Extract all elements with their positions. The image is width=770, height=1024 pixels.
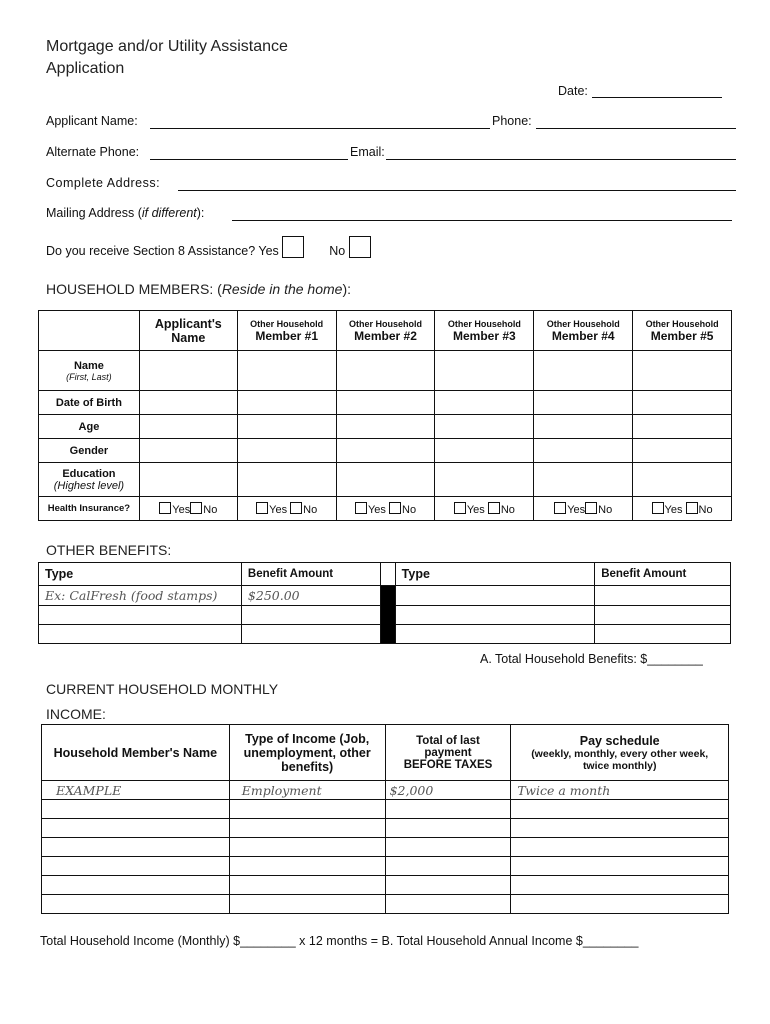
income-table xyxy=(41,724,729,914)
income-cell[interactable] xyxy=(511,895,729,914)
name-cell[interactable] xyxy=(633,351,732,391)
gender-cell[interactable] xyxy=(534,439,633,463)
col-member-1: Other Household Member #1 xyxy=(237,311,336,351)
row-insurance-label: Health Insurance? xyxy=(39,497,140,521)
name-cell[interactable] xyxy=(534,351,633,391)
income-cell[interactable] xyxy=(229,895,385,914)
mailing-label xyxy=(46,206,204,220)
education-cell[interactable] xyxy=(237,463,336,497)
col-member-3: Other Household Member #3 xyxy=(435,311,534,351)
benefits-table xyxy=(38,562,731,644)
dob-cell[interactable] xyxy=(435,391,534,415)
row-insurance xyxy=(39,497,732,521)
row-dob-label: Date of Birth xyxy=(39,391,140,415)
insurance-cell: Yes No xyxy=(237,497,336,521)
row-age xyxy=(39,415,732,439)
dob-cell[interactable] xyxy=(633,391,732,415)
name-cell[interactable] xyxy=(237,351,336,391)
address-label: Complete Address: xyxy=(46,176,161,190)
income-heading xyxy=(46,677,278,727)
col-member-2: Other Household Member #2 xyxy=(336,311,435,351)
section8-no-label: No xyxy=(329,244,346,258)
benefit-example-type[interactable]: Ex: CalFresh (food stamps) xyxy=(39,586,242,606)
income-cell[interactable] xyxy=(511,819,729,838)
address-field[interactable] xyxy=(178,190,736,191)
dob-cell[interactable] xyxy=(237,391,336,415)
education-cell[interactable] xyxy=(336,463,435,497)
email-field[interactable] xyxy=(386,159,736,160)
row-education xyxy=(39,463,732,497)
income-cell[interactable] xyxy=(511,800,729,819)
benefit-amount-cell[interactable] xyxy=(241,625,380,644)
income-cell[interactable] xyxy=(229,838,385,857)
section8-no-checkbox[interactable] xyxy=(349,236,371,258)
insurance-cell: Yes No xyxy=(336,497,435,521)
benefit-type-cell[interactable] xyxy=(39,606,242,625)
insurance-no-checkbox[interactable] xyxy=(488,502,500,514)
age-cell[interactable] xyxy=(633,415,732,439)
benefit-type-cell[interactable] xyxy=(395,606,595,625)
insurance-cell: Yes No xyxy=(435,497,534,521)
income-example-type[interactable]: Employment xyxy=(229,781,385,800)
benefit-type-cell[interactable] xyxy=(39,625,242,644)
row-gender-label: Gender xyxy=(39,439,140,463)
age-cell[interactable] xyxy=(435,415,534,439)
row-education-label: Education (Highest level) xyxy=(39,463,140,497)
gender-cell[interactable] xyxy=(336,439,435,463)
income-cell[interactable] xyxy=(385,819,511,838)
age-cell[interactable] xyxy=(336,415,435,439)
income-cell[interactable] xyxy=(42,838,230,857)
income-cell[interactable] xyxy=(511,838,729,857)
mailing-label-start: Mailing Address ( xyxy=(46,206,142,220)
income-cell[interactable] xyxy=(511,857,729,876)
gender-cell[interactable] xyxy=(435,439,534,463)
form-title-line1: Mortgage and/or Utility Assistance xyxy=(46,38,288,55)
insurance-yes-checkbox[interactable] xyxy=(159,502,171,514)
income-cell[interactable] xyxy=(385,857,511,876)
benefit-type-cell[interactable] xyxy=(395,625,595,644)
insurance-cell: Yes No xyxy=(633,497,732,521)
dob-cell[interactable] xyxy=(336,391,435,415)
income-cell[interactable] xyxy=(229,876,385,895)
benefits-heading: OTHER BENEFITS: xyxy=(46,542,172,558)
benefit-amount-cell[interactable] xyxy=(241,606,380,625)
benefits-type-header-left: Type xyxy=(39,563,242,586)
income-example-schedule[interactable]: Twice a month xyxy=(511,781,729,800)
alt-phone-field[interactable] xyxy=(150,159,348,160)
benefits-divider-top xyxy=(380,563,395,586)
mailing-field[interactable] xyxy=(232,220,732,221)
date-label: Date: xyxy=(558,84,588,98)
income-example-name[interactable]: EXAMPLE xyxy=(42,781,230,800)
education-cell[interactable] xyxy=(633,463,732,497)
income-cell[interactable] xyxy=(385,800,511,819)
insurance-yes-checkbox[interactable] xyxy=(355,502,367,514)
applicant-name-label: Applicant Name: xyxy=(46,114,138,128)
household-table xyxy=(38,310,732,521)
income-heading-line1: CURRENT HOUSEHOLD MONTHLY xyxy=(46,681,279,697)
income-cell[interactable] xyxy=(229,857,385,876)
alt-phone-label: Alternate Phone: xyxy=(46,145,140,159)
benefit-amount-cell[interactable] xyxy=(595,586,731,606)
mailing-label-end: ): xyxy=(196,206,205,220)
income-cell[interactable] xyxy=(42,819,230,838)
income-cell[interactable] xyxy=(42,857,230,876)
insurance-no-checkbox[interactable] xyxy=(686,502,698,514)
section8-row xyxy=(46,236,371,258)
insurance-no-checkbox[interactable] xyxy=(190,502,202,514)
form-title-line2: Application xyxy=(46,60,125,77)
row-name-label: Name (First, Last) xyxy=(39,351,140,391)
mailing-label-italic: if different xyxy=(141,206,197,220)
benefits-amount-header-right: Benefit Amount xyxy=(595,563,731,586)
income-example-total[interactable]: $2,000 xyxy=(385,781,511,800)
row-name xyxy=(39,351,732,391)
age-cell[interactable] xyxy=(139,415,237,439)
benefits-type-header-right: Type xyxy=(395,563,595,586)
income-col-type: Type of Income (Job, unemployment, other benefits) xyxy=(229,725,385,781)
gender-cell[interactable] xyxy=(139,439,237,463)
income-totals-line: Total Household Income (Monthly) $________ x 12 months = B. Total Household Annual Income $________ xyxy=(40,934,639,948)
insurance-cell: Yes No xyxy=(534,497,633,521)
household-corner-cell xyxy=(39,311,140,351)
household-heading-start: HOUSEHOLD MEMBERS: ( xyxy=(46,281,222,297)
insurance-yes-checkbox[interactable] xyxy=(256,502,268,514)
income-cell[interactable] xyxy=(385,838,511,857)
education-cell[interactable] xyxy=(534,463,633,497)
benefit-amount-cell[interactable] xyxy=(595,606,731,625)
section8-question: Do you receive Section 8 Assistance? Yes xyxy=(46,244,279,258)
income-cell[interactable] xyxy=(42,895,230,914)
income-heading-line2: INCOME: xyxy=(46,706,106,722)
insurance-yes-checkbox[interactable] xyxy=(554,502,566,514)
benefit-amount-cell[interactable] xyxy=(595,625,731,644)
income-cell[interactable] xyxy=(229,819,385,838)
household-heading-end: ): xyxy=(342,281,352,297)
section8-yes-checkbox[interactable] xyxy=(282,236,304,258)
gender-cell[interactable] xyxy=(633,439,732,463)
insurance-yes-checkbox[interactable] xyxy=(454,502,466,514)
household-heading-italic: Reside in the home xyxy=(221,281,343,297)
household-heading xyxy=(46,281,351,297)
date-field[interactable] xyxy=(592,97,722,98)
income-cell[interactable] xyxy=(385,876,511,895)
income-col-member: Household Member's Name xyxy=(42,725,230,781)
insurance-cell: Yes No xyxy=(139,497,237,521)
income-cell[interactable] xyxy=(42,800,230,819)
applicant-name-field[interactable] xyxy=(150,128,490,129)
row-gender xyxy=(39,439,732,463)
insurance-no-checkbox[interactable] xyxy=(389,502,401,514)
row-dob xyxy=(39,391,732,415)
name-cell[interactable] xyxy=(139,351,237,391)
benefit-example-amount[interactable]: $250.00 xyxy=(241,586,380,606)
benefit-type-cell[interactable] xyxy=(395,586,595,606)
dob-cell[interactable] xyxy=(534,391,633,415)
name-cell[interactable] xyxy=(435,351,534,391)
col-applicant: Applicant's Name xyxy=(139,311,237,351)
education-cell[interactable] xyxy=(435,463,534,497)
col-member-4: Other Household Member #4 xyxy=(534,311,633,351)
phone-label: Phone: xyxy=(492,114,532,128)
income-col-total: Total of last payment BEFORE TAXES xyxy=(385,725,511,781)
form-title xyxy=(46,36,288,80)
income-col-schedule: Pay schedule (weekly, monthly, every other week, twice monthly) xyxy=(511,725,729,781)
age-cell[interactable] xyxy=(237,415,336,439)
name-cell[interactable] xyxy=(336,351,435,391)
email-label: Email: xyxy=(350,145,385,159)
col-member-5: Other Household Member #5 xyxy=(633,311,732,351)
education-cell[interactable] xyxy=(139,463,237,497)
income-cell[interactable] xyxy=(511,876,729,895)
income-cell[interactable] xyxy=(229,800,385,819)
income-cell[interactable] xyxy=(385,895,511,914)
gender-cell[interactable] xyxy=(237,439,336,463)
income-cell[interactable] xyxy=(42,876,230,895)
age-cell[interactable] xyxy=(534,415,633,439)
phone-field[interactable] xyxy=(536,128,736,129)
insurance-yes-checkbox[interactable] xyxy=(652,502,664,514)
row-age-label: Age xyxy=(39,415,140,439)
benefits-amount-header-left: Benefit Amount xyxy=(241,563,380,586)
dob-cell[interactable] xyxy=(139,391,237,415)
total-benefits-label: A. Total Household Benefits: $________ xyxy=(480,652,703,666)
insurance-no-checkbox[interactable] xyxy=(290,502,302,514)
benefits-divider xyxy=(380,586,395,644)
insurance-no-checkbox[interactable] xyxy=(585,502,597,514)
